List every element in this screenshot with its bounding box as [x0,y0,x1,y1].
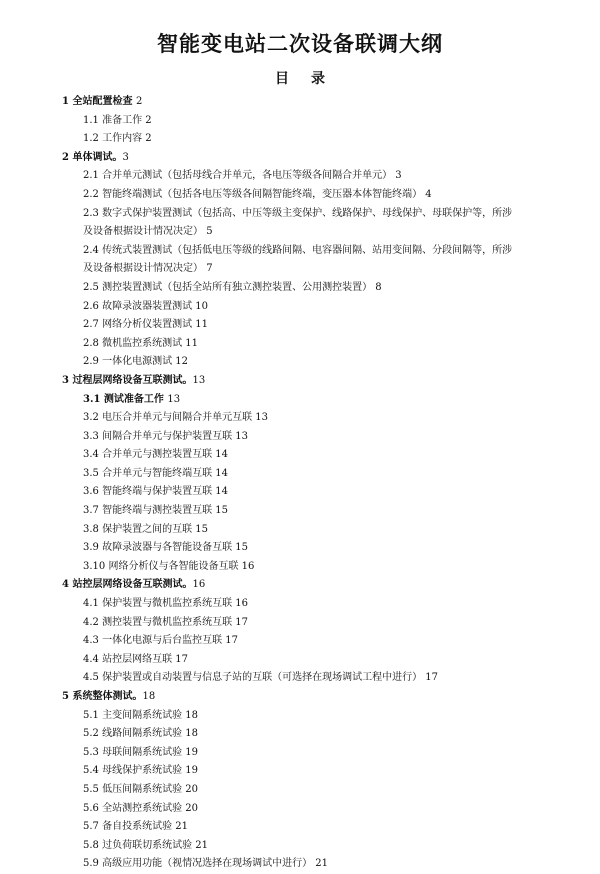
table-of-contents [62,93,540,874]
toc-entry: 3.3 间隔合并单元与保护装置互联 13 [83,430,249,442]
toc-entry: 3.10 网络分析仪与各智能设备互联 16 [83,560,255,572]
toc-entry-continuation: 及设备根据设计情况决定） 5 [83,226,213,238]
toc-entry: 1.2 工作内容 2 [83,133,152,145]
toc-entry: 2.8 微机监控系统测试 11 [83,337,199,349]
toc-entry: 4.3 一体化电源与后台监控互联 17 [83,635,239,647]
toc-entry: 3.8 保护装置之间的互联 15 [83,523,209,535]
toc-entry: 4.2 测控装置与微机监控系统互联 17 [83,616,249,628]
toc-entry: 4.4 站控层网络互联 17 [83,653,189,665]
toc-entry: 4 站控层网络设备互联测试。16 [62,579,206,591]
toc-entry: 2.7 网络分析仪装置测试 11 [83,319,209,331]
toc-entry: 1 全站配置检查 2 [62,96,143,107]
toc-entry: 5.7 备自投系统试验 21 [83,821,189,833]
toc-entry: 2.3 数字式保护装置测试（包括高、中压等级主变保护、线路保护、母线保护、母联保护等，所涉 [83,207,513,219]
toc-entry-continuation: 及设备根据设计情况决定） 7 [83,263,213,275]
toc-entry: 4.5 保护装置或自动装置与信息子站的互联（可选择在现场调试工程中进行） 17 [83,672,439,684]
toc-heading: 目录 [275,71,347,87]
toc-entry: 2.9 一体化电源测试 12 [83,356,189,368]
toc-entry: 5.8 过负荷联切系统试验 21 [83,839,209,851]
toc-entry: 5.2 线路间隔系统试验 18 [83,728,199,740]
toc-entry: 3.7 智能终端与测控装置互联 15 [83,505,229,517]
toc-entry: 5.5 低压间隔系统试验 20 [83,783,199,795]
toc-entry: 3 过程层网络设备互联测试。13 [62,374,206,386]
toc-entry: 1.1 准备工作 2 [83,114,152,126]
toc-entry: 4.1 保护装置与微机监控系统互联 16 [83,598,249,610]
document-title: 智能变电站二次设备联调大纲 [157,32,443,56]
toc-entry: 5.1 主变间隔系统试验 18 [83,709,199,721]
toc-entry: 2.6 故障录波器装置测试 10 [83,300,209,312]
toc-entry: 2.4 传统式装置测试（包括低电压等级的线路间隔、电容器间隔、站用变间隔、分段间隔等，所涉 [83,244,513,256]
toc-entry: 2.2 智能终端测试（包括各电压等级各间隔智能终端，变压器本体智能终端） 4 [83,188,432,200]
toc-entry: 5.9 高级应用功能（视情况选择在现场调试中进行） 21 [83,858,329,870]
toc-entry: 5.4 母线保护系统试验 19 [83,765,199,777]
toc-entry: 3.9 故障录波器与各智能设备互联 15 [83,542,249,554]
toc-entry: 3.2 电压合并单元与间隔合并单元互联 13 [83,412,269,424]
toc-entry: 3.6 智能终端与保护装置互联 14 [83,486,229,498]
toc-entry: 3.4 合并单元与测控装置互联 14 [83,449,229,461]
toc-entry: 5 系统整体测试。18 [62,691,156,702]
toc-entry: 2.5 测控装置测试（包括全站所有独立测控装置、公用测控装置） 8 [83,281,382,293]
toc-entry: 2.1 合并单元测试（包括母线合并单元，各电压等级各间隔合并单元） 3 [83,170,402,182]
toc-entry: 3.1 测试准备工作 13 [83,393,181,405]
toc-entry: 5.6 全站测控系统试验 20 [83,802,199,814]
toc-entry: 2 单体调试。3 [62,151,129,163]
toc-entry: 3.5 合并单元与智能终端互联 14 [83,467,229,479]
toc-entry: 5.3 母联间隔系统试验 19 [83,746,199,758]
